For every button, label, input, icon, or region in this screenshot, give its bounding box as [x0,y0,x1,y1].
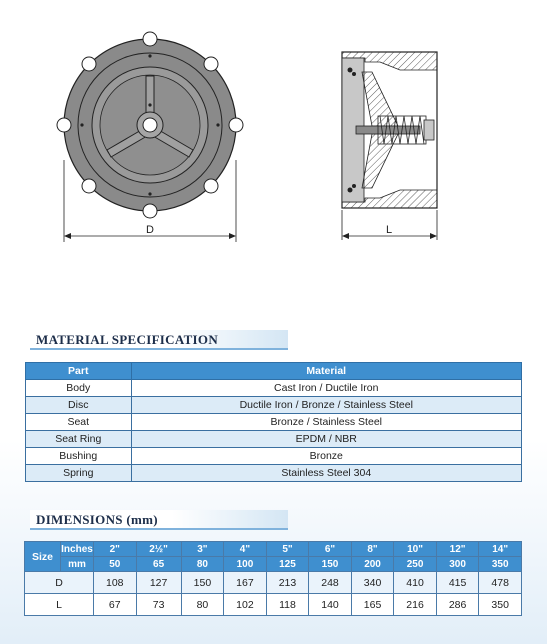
table-row [26,397,522,414]
col-part-header: Part [26,363,132,380]
value-cell: 102 [224,594,267,616]
value-cell: 478 [479,572,522,594]
value-cell: 108 [94,572,137,594]
part-cell: Seat [26,414,132,431]
material-table-header [26,363,522,380]
side-dimension-label: L [385,224,393,236]
inch-cell: 3" [181,542,224,557]
table-row [26,431,522,448]
table-row [25,594,522,616]
value-cell: 127 [136,572,181,594]
table-row [26,380,522,397]
inch-cell: 5" [266,542,309,557]
value-cell: 286 [436,594,479,616]
material-cell: EPDM / NBR [131,431,521,448]
inch-cell: 10" [394,542,437,557]
value-cell: 415 [436,572,479,594]
table-row [26,465,522,482]
inch-cell: 8" [351,542,394,557]
value-cell: 350 [479,594,522,616]
value-cell: 213 [266,572,309,594]
material-cell: Ductile Iron / Bronze / Stainless Steel [131,397,521,414]
inch-cell: 2" [94,542,137,557]
inch-cell: 4" [224,542,267,557]
size-label: Size [25,542,61,572]
inches-label: Inches [61,543,93,555]
inch-cell: 2½" [136,542,181,557]
side-view [342,52,437,240]
dimensions-table [24,541,522,616]
value-cell: 167 [224,572,267,594]
row-label-d: D [25,572,94,594]
value-cell: 118 [266,594,309,616]
row-label-l: L [25,594,94,616]
inch-cell: 12" [436,542,479,557]
value-cell: 150 [181,572,224,594]
inch-cell: 6" [309,542,352,557]
material-cell: Cast Iron / Ductile Iron [131,380,521,397]
value-cell: 140 [309,594,352,616]
mm-cell: 80 [181,557,224,572]
front-view [57,32,243,242]
value-cell: 340 [351,572,394,594]
value-cell: 410 [394,572,437,594]
front-dimension-label: D [146,224,154,236]
mm-cell: 125 [266,557,309,572]
mm-row [25,557,522,572]
dimensions-heading: DIMENSIONS (mm) [30,510,288,530]
value-cell: 67 [94,594,137,616]
valve-drawing [0,0,547,250]
table-row [26,414,522,431]
part-cell: Seat Ring [26,431,132,448]
material-cell: Bronze [131,448,521,465]
mm-cell: 150 [309,557,352,572]
part-cell: Bushing [26,448,132,465]
mm-cell: 200 [351,557,394,572]
material-spec-table [25,362,522,482]
material-spec-heading: MATERIAL SPECIFICATION [30,330,288,350]
inches-row [25,542,522,557]
value-cell: 73 [136,594,181,616]
col-material-header: Material [131,363,521,380]
mm-cell: 300 [436,557,479,572]
mm-cell: 350 [479,557,522,572]
part-cell: Disc [26,397,132,414]
value-cell: 216 [394,594,437,616]
table-row [26,448,522,465]
value-cell: 165 [351,594,394,616]
material-cell: Stainless Steel 304 [131,465,521,482]
material-cell: Bronze / Stainless Steel [131,414,521,431]
mm-cell: 250 [394,557,437,572]
mm-cell: 65 [136,557,181,572]
mm-cell: 50 [94,557,137,572]
part-cell: Spring [26,465,132,482]
part-cell: Body [26,380,132,397]
mm-label: mm [61,557,94,572]
table-row [25,572,522,594]
inch-cell: 14" [479,542,522,557]
value-cell: 80 [181,594,224,616]
value-cell: 248 [309,572,352,594]
mm-cell: 100 [224,557,267,572]
